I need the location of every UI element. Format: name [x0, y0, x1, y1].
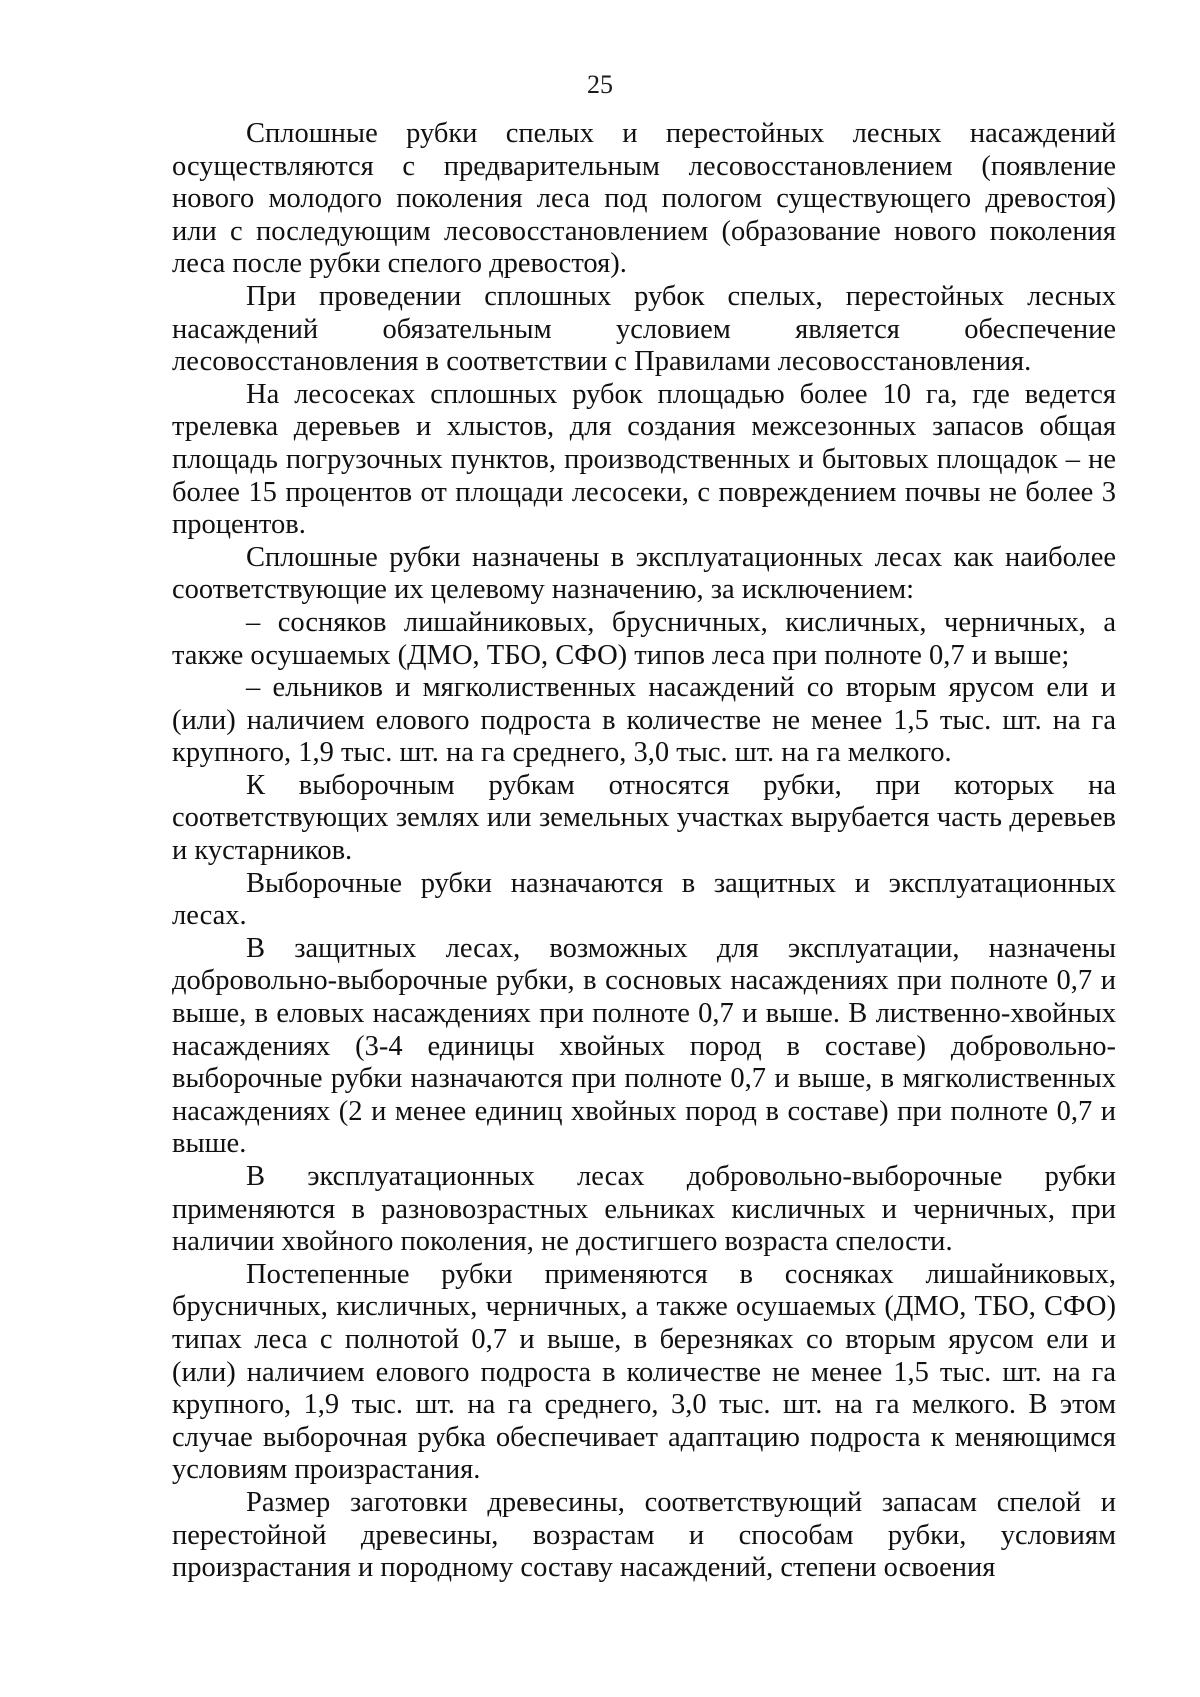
document-body — [172, 118, 1116, 1585]
page-number: 25 — [587, 70, 613, 99]
list-item-spruce-exception: – ельников и мягколиственных насаждений со вторым ярусом ели и (или) наличием елового подроста в количестве не менее 1,5 тыс. шт. на га крупного, 1,9 тыс. шт. на га среднего, 3,0 тыс. шт. на га мелкого. — [172, 672, 1116, 769]
paragraph-exploitation-forests: В эксплуатационных лесах добровольно-выборочные рубки применяются в разновозрастных ельниках кисличных и черничных, при наличии хвойного поколения, не достигшего возраста спелости. — [172, 1161, 1116, 1258]
paragraph-selective-definition: К выборочным рубкам относятся рубки, при которых на соответствующих землях или земельных участках вырубается часть деревьев и кустарников. — [172, 769, 1116, 867]
paragraph-clearcut-regeneration: Сплошные рубки спелых и перестойных лесных насаждений осуществляются с предварительным лесовосстановлением (появление нового молодого поколения леса под пологом существующего древостоя) или с последующим лесовосстановлением (образование нового поколения леса после рубки спелого древостоя). — [172, 118, 1116, 280]
paragraph-harvest-volume: Размер заготовки древесины, соответствующий запасам спелой и перестойной древесины, возрастам и способам рубки, условиям произрастания и породному составу насаждений, степени освоения — [172, 1486, 1116, 1584]
paragraph-gradual-cuttings: Постепенные рубки применяются в сосняках лишайниковых, брусничных, кисличных, черничных, а также осушаемых (ДМО, ТБО, СФО) типах леса с полнотой 0,7 и выше, в березняках со вторым ярусом ели и (или) наличием елового подроста в количестве не менее 1,5 тыс. шт. на га крупного, 1,9 тыс. шт. на га среднего, 3,0 тыс. шт. на га мелкого. В этом случае выборочная рубка обеспечивает адаптацию подроста к меняющимся условиям произрастания. — [172, 1258, 1116, 1486]
paragraph-protective-forests: В защитных лесах, возможных для эксплуатации, назначены добровольно-выборочные рубки, в сосновых насаждениях при полноте 0,7 и выше, в еловых насаждениях при полноте 0,7 и выше. В лиственно-хвойных насаждениях (3-4 единицы хвойных пород в составе) добровольно-выборочные рубки назначаются при полноте 0,7 и выше, в мягколиственных насаждениях (2 и менее единиц хвойных пород в составе) при полноте 0,7 и выше. — [172, 932, 1116, 1160]
list-item-pine-exception: – сосняков лишайниковых, брусничных, кисличных, черничных, а также осушаемых (ДМО, ТБО, СФО) типов леса при полноте 0,7 и выше; — [172, 606, 1116, 671]
paragraph-clearcut-area: На лесосеках сплошных рубок площадью более 10 га, где ведется трелевка деревьев и хлыстов, для создания межсезонных запасов общая площадь погрузочных пунктов, производственных и бытовых площадок – не более 15 процентов от площади лесосеки, с повреждением почвы не более 3 процентов. — [172, 378, 1116, 541]
paragraph-clearcut-assignment: Сплошные рубки назначены в эксплуатационных лесах как наиболее соответствующие их целевому назначению, за исключением: — [172, 541, 1116, 606]
paragraph-clearcut-condition: При проведении сплошных рубок спелых, перестойных лесных насаждений обязательным условием является обеспечение лесовосстановления в соответствии с Правилами лесовосстановления. — [172, 280, 1116, 378]
paragraph-selective-assignment: Выборочные рубки назначаются в защитных и эксплуатационных лесах. — [172, 867, 1116, 932]
